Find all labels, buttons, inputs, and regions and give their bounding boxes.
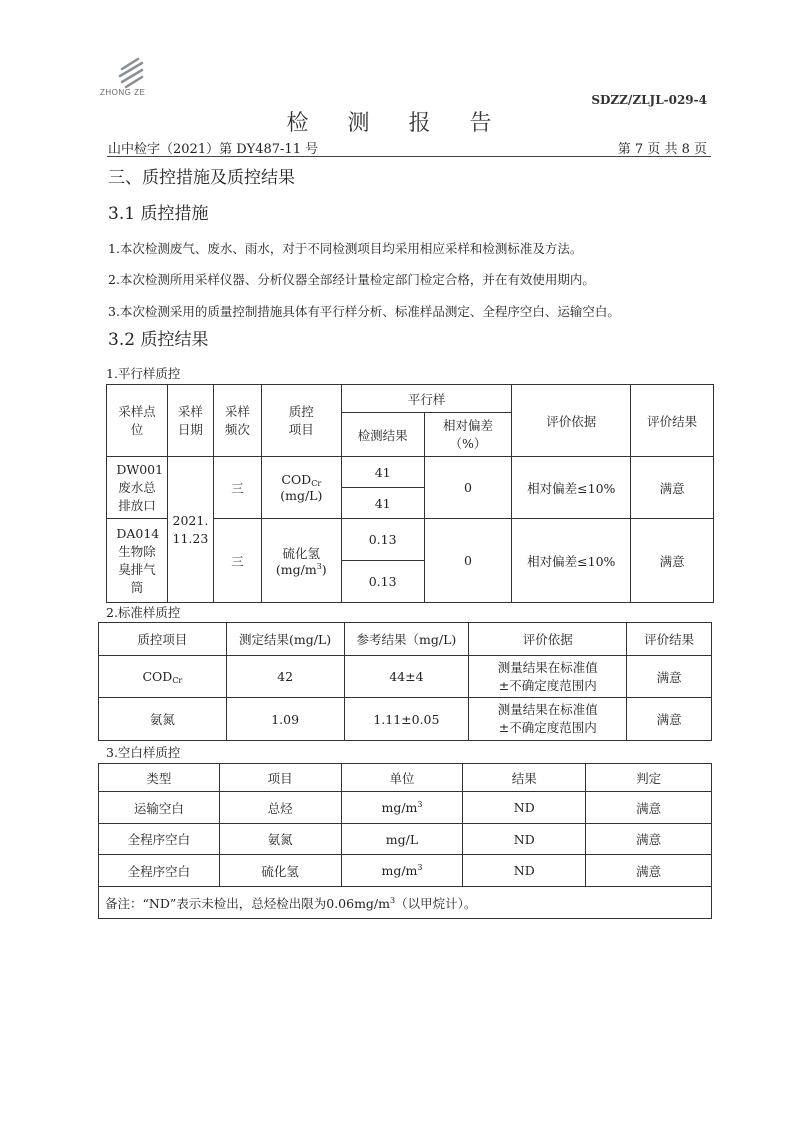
cell-frequency: 三 xyxy=(213,457,261,519)
cell-result: ND xyxy=(463,792,586,824)
header-measured: 测定结果(mg/L) xyxy=(226,623,344,656)
cell-judge: 满意 xyxy=(586,855,712,887)
table-row xyxy=(99,887,712,919)
header-point: 采样点位 xyxy=(107,385,168,457)
cell-point: DW001废水总排放口 xyxy=(107,457,168,519)
page-number: 第 7 页 共 8 页 xyxy=(617,142,707,157)
parallel-sample-table xyxy=(106,384,714,603)
header-date: 采样日期 xyxy=(167,385,213,457)
header-eval: 评价结果 xyxy=(631,385,714,457)
cell-item: 氨氮 xyxy=(99,698,227,741)
cell-date: 2021.11.23 xyxy=(167,457,213,603)
header-basis: 评价依据 xyxy=(512,385,631,457)
cell-basis: 测量结果在标准值±不确定度范围内 xyxy=(469,656,627,698)
header-frequency: 采样频次 xyxy=(213,385,261,457)
table-row xyxy=(107,457,714,488)
cell-frequency: 三 xyxy=(213,519,261,603)
paragraph-2: 2.本次检测所用采样仪器、分析仪器全部经计量检定部门检定合格，并在有效使用期内。 xyxy=(108,272,595,287)
cell-type: 运输空白 xyxy=(99,792,220,824)
table-row xyxy=(99,824,712,855)
cell-basis: 测量结果在标准值±不确定度范围内 xyxy=(469,698,627,741)
table2-caption: 2.标准样质控 xyxy=(106,605,181,620)
cell-result: 0.13 xyxy=(341,561,424,603)
subsection-title-results: 3.2 质控结果 xyxy=(108,330,209,350)
page-title: 检 测 报 告 xyxy=(286,111,508,136)
table-row xyxy=(99,698,712,741)
cell-result: 0.13 xyxy=(341,519,424,561)
header-deviation: 相对偏差（%） xyxy=(424,413,512,457)
header-judge: 判定 xyxy=(586,764,712,792)
logo-text: ZHONG ZE xyxy=(100,88,146,97)
paragraph-1: 1.本次检测废气、废水、雨水，对于不同检测项目均采用相应采样和检测标准及方法。 xyxy=(108,241,583,256)
subsection-title-measures: 3.1 质控措施 xyxy=(108,204,209,224)
cell-basis: 相对偏差≤10% xyxy=(512,519,631,603)
cell-eval: 满意 xyxy=(627,656,712,698)
cell-result: 41 xyxy=(341,488,424,519)
header-divider xyxy=(107,156,711,157)
header-result: 结果 xyxy=(463,764,586,792)
cell-item: CODCr xyxy=(99,656,227,698)
cell-result: ND xyxy=(463,855,586,887)
cell-deviation: 0 xyxy=(424,457,512,519)
header-basis: 评价依据 xyxy=(469,623,627,656)
cell-judge: 满意 xyxy=(586,824,712,855)
cell-item: 氨氮 xyxy=(219,824,341,855)
cell-result: ND xyxy=(463,824,586,855)
header-item: 质控项目 xyxy=(99,623,227,656)
header-unit: 单位 xyxy=(341,764,463,792)
header-parallel: 平行样 xyxy=(341,385,512,413)
cell-item: 硫化氢 $(mg/m^3)$ xyxy=(261,519,341,603)
cell-measured: 42 xyxy=(226,656,344,698)
cell-eval: 满意 xyxy=(627,698,712,741)
document-code: SDZZ/ZLJL-029-4 xyxy=(591,93,707,107)
table-note: 备注：“ND”表示未检出，总烃检出限为$0.06mg/m^3$（以甲烷计）。 xyxy=(99,887,712,919)
paragraph-3: 3.本次检测采用的质量控制措施具体有平行样分析、标准样品测定、全程序空白、运输空白。 xyxy=(108,304,620,319)
table1-caption: 1.平行样质控 xyxy=(106,366,181,381)
header-item: 项目 xyxy=(219,764,341,792)
standard-sample-table xyxy=(98,622,712,741)
table3-caption: 3.空白样质控 xyxy=(106,745,181,760)
cell-measured: 1.09 xyxy=(226,698,344,741)
cell-reference: 44±4 xyxy=(344,656,469,698)
cell-type: 全程序空白 xyxy=(99,855,220,887)
section-title: 三、质控措施及质控结果 xyxy=(108,168,295,188)
header-eval: 评价结果 xyxy=(627,623,712,656)
cell-unit: mg/L xyxy=(341,824,463,855)
header-type: 类型 xyxy=(99,764,220,792)
cell-unit: $mg/m^3$ xyxy=(341,855,463,887)
cell-judge: 满意 xyxy=(586,792,712,824)
table-row xyxy=(99,656,712,698)
cell-unit: $mg/m^3$ xyxy=(341,792,463,824)
blank-sample-table xyxy=(98,763,712,919)
cell-eval: 满意 xyxy=(631,519,714,603)
header-result: 检测结果 xyxy=(341,413,424,457)
cell-item: 总烃 xyxy=(219,792,341,824)
cell-item: CODCr (mg/L) xyxy=(261,457,341,519)
report-number: 山中检字（2021）第 DY487-11 号 xyxy=(108,142,319,157)
cell-eval: 满意 xyxy=(631,457,714,519)
cell-basis: 相对偏差≤10% xyxy=(512,457,631,519)
table-row xyxy=(99,792,712,824)
cell-result: 41 xyxy=(341,457,424,488)
cell-item: 硫化氢 xyxy=(219,855,341,887)
cell-point: DA014生物除臭排气筒 xyxy=(107,519,168,603)
cell-reference: 1.11±0.05 xyxy=(344,698,469,741)
table-row xyxy=(99,855,712,887)
cell-deviation: 0 xyxy=(424,519,512,603)
header-reference: 参考结果（mg/L) xyxy=(344,623,469,656)
header-item: 质控项目 xyxy=(261,385,341,457)
cell-type: 全程序空白 xyxy=(99,824,220,855)
